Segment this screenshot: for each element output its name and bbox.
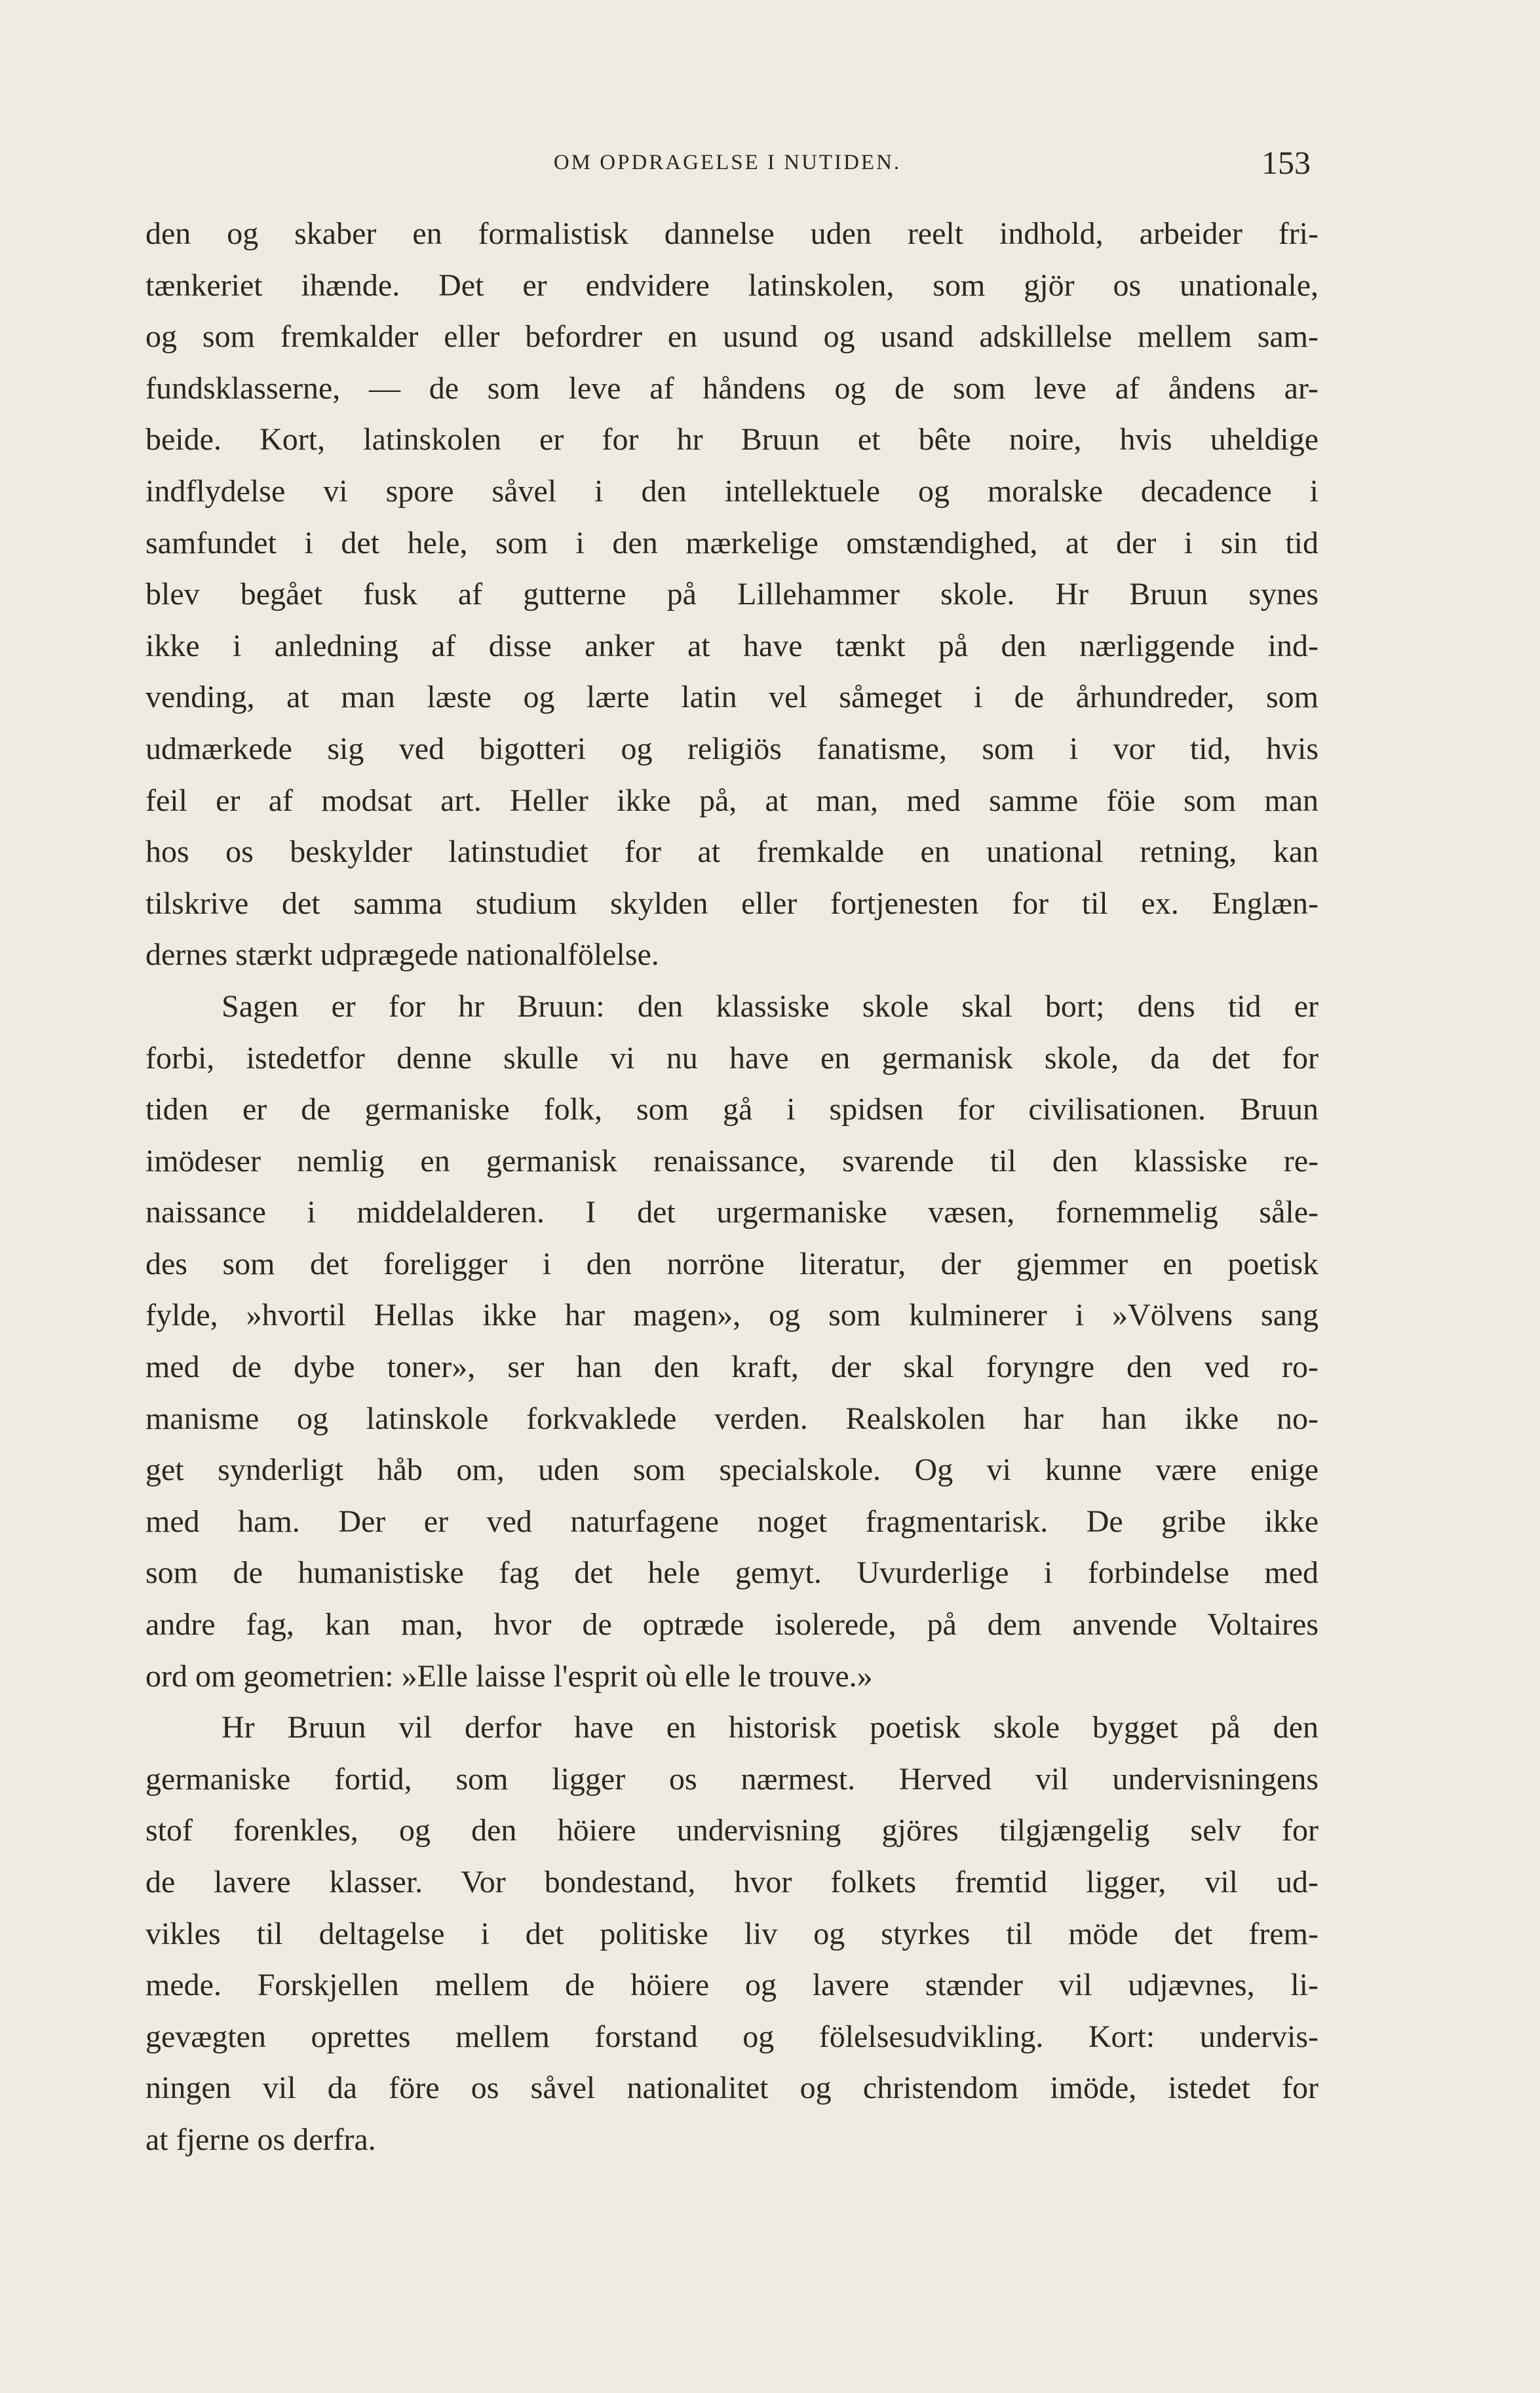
- text-line: samfundet i det hele, som i den mærkelige omstændighed, at der i sin tid: [145, 525, 1319, 560]
- text-line: manisme og latinskole forkvaklede verden. Realskolen har han ikke no-: [145, 1401, 1319, 1436]
- text-line: Sagen er for hr Bruun: den klassiske skole skal bort; dens tid er: [221, 988, 1319, 1024]
- text-line: feil er af modsat art. Heller ikke på, at man, med samme föie som man: [145, 783, 1319, 818]
- text-line: stof forenkles, og den höiere undervisning gjöres tilgjængelig selv for: [145, 1813, 1319, 1848]
- text-line: ord om geometrien: »Elle laisse l'esprit où elle le trouve.»: [145, 1658, 873, 1694]
- text-line: vending, at man læste og lærte latin vel såmeget i de århundreder, som: [145, 680, 1319, 715]
- text-line: med de dybe toner», ser han den kraft, der skal foryngre den ved ro-: [145, 1350, 1319, 1385]
- text-line: med ham. Der er ved naturfagene noget fragmentarisk. De gribe ikke: [145, 1504, 1319, 1539]
- text-line: indflydelse vi spore såvel i den intellektuele og moralske decadence i: [145, 473, 1319, 509]
- text-line: beide. Kort, latinskolen er for hr Bruun et bête noire, hvis uheldige: [145, 422, 1319, 457]
- page-header: [144, 146, 1311, 185]
- paragraph: [145, 1702, 1319, 2166]
- text-line: germaniske fortid, som ligger os nærmest. Herved vil undervisningens: [145, 1761, 1319, 1797]
- text-line: forbi, istedetfor denne skulle vi nu have en germanisk skole, da det for: [145, 1040, 1319, 1076]
- running-title: OM OPDRAGELSE I NUTIDEN.: [553, 151, 902, 174]
- page-number: 153: [1261, 144, 1311, 181]
- text-line: andre fag, kan man, hvor de optræde isolerede, på dem anvende Voltaires: [145, 1607, 1319, 1643]
- text-line: hos os beskylder latinstudiet for at fremkalde en unational retning, kan: [145, 834, 1319, 870]
- text-line: naissance i middelalderen. I det urgermaniske væsen, fornemmelig såle-: [145, 1195, 1319, 1230]
- text-line: imödeser nemlig en germanisk renaissance, svarende til den klassiske re-: [145, 1143, 1319, 1178]
- text-line: og som fremkalder eller befordrer en usund og usand adskillelse mellem sam-: [145, 319, 1319, 355]
- text-line: vikles til deltagelse i det politiske liv og styrkes til möde det frem-: [145, 1916, 1319, 1951]
- text-line: tænkeriet ihænde. Det er endvidere latinskolen, som gjör os unationale,: [145, 267, 1319, 303]
- text-line: dernes stærkt udprægede nationalfölelse.: [145, 937, 659, 973]
- paragraph: [145, 208, 1319, 981]
- text-line: blev begået fusk af gutterne på Lillehammer skole. Hr Bruun synes: [145, 577, 1319, 612]
- paragraph: [145, 981, 1319, 1702]
- text-line: des som det foreligger i den norröne literatur, der gjemmer en poetisk: [145, 1246, 1319, 1281]
- text-line: tilskrive det samma studium skylden eller fortjenesten for til ex. Englæn-: [145, 885, 1319, 921]
- text-line: fylde, »hvortil Hellas ikke har magen», og som kulminerer i »Völvens sang: [145, 1298, 1319, 1333]
- text-line: fundsklasserne, — de som leve af håndens og de som leve af åndens ar-: [145, 370, 1319, 406]
- text-line: get synderligt håb om, uden som specialskole. Og vi kunne være enige: [145, 1452, 1319, 1488]
- text-line: Hr Bruun vil derfor have en historisk poetisk skole bygget på den: [221, 1710, 1319, 1745]
- text-line: de lavere klasser. Vor bondestand, hvor folkets fremtid ligger, vil ud-: [145, 1865, 1319, 1899]
- text-line: at fjerne os derfra.: [145, 2122, 376, 2157]
- text-line: gevægten oprettes mellem forstand og fölelsesudvikling. Kort: undervis-: [145, 2019, 1319, 2054]
- text-line: ningen vil da före os såvel nationalitet og christendom imöde, istedet for: [145, 2071, 1319, 2106]
- text-line: mede. Forskjellen mellem de höiere og lavere stænder vil udjævnes, li-: [145, 1968, 1319, 2003]
- text-line: tiden er de germaniske folk, som gå i spidsen for civilisationen. Bruun: [145, 1092, 1319, 1127]
- text-line: udmærkede sig ved bigotteri og religiös fanatisme, som i vor tid, hvis: [145, 731, 1319, 766]
- text-line: som de humanistiske fag det hele gemyt. Uvurderlige i forbindelse med: [145, 1555, 1319, 1591]
- text-line: ikke i anledning af disse anker at have tænkt på den nærliggende ind-: [145, 628, 1319, 663]
- text-line: den og skaber en formalistisk dannelse uden reelt indhold, arbeider fri-: [145, 216, 1319, 251]
- body-text: [145, 208, 1319, 2166]
